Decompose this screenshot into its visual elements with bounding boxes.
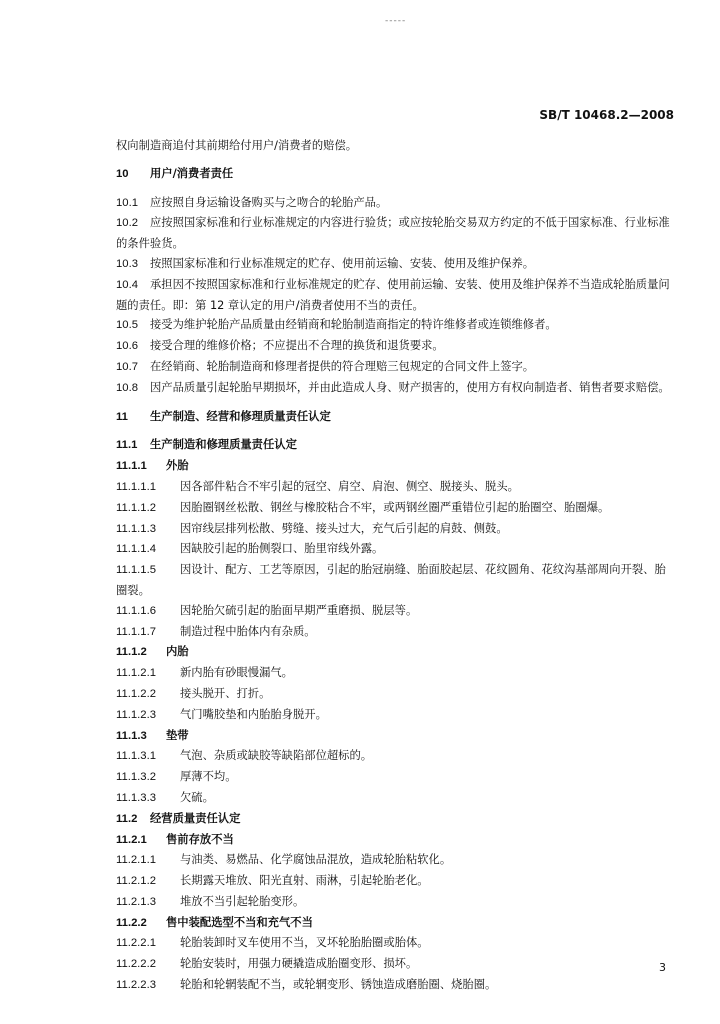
- clause-11-1-1-5: 11.1.1.5 因设计、配方、工艺等原因，引起的胎冠崩缝、胎面胶起层、花纹圆角、花纹沟基部周向开裂、胎圈裂。: [116, 563, 666, 597]
- clause-11-2-1-2: 11.2.1.2 长期露天堆放、阳光直射、雨淋，引起轮胎老化。: [116, 874, 429, 888]
- clause-11-1-1: 11.1.1 外胎: [116, 459, 189, 473]
- clause-10-4: 10.4 承担因不按照国家标准和行业标准规定的贮存、使用前运输、安装、使用及维护保养不当造成轮胎质量问题的责任。即：第 12 章认定的用户/消费者使用不当的责任。: [116, 277, 670, 312]
- page-number: 3: [659, 961, 666, 974]
- clause-11-1-3-1: 11.1.3.1 气泡、杂质或缺胶等缺陷部位超标的。: [116, 749, 373, 763]
- clause-10-3: 10.3 按照国家标准和行业标准规定的贮存、使用前运输、安装、使用及维护保养。: [116, 256, 535, 270]
- clause-10-8: 10.8 因产品质量引起轮胎早期损坏，并由此造成人身、财产损害的，使用方有权向制造者、销售者要求赔偿。: [116, 380, 670, 394]
- clause-10-1: 10.1 应按照自身运输设备购买与之吻合的轮胎产品。: [116, 195, 388, 209]
- clause-11-1-3-3: 11.1.3.3 欠硫。: [116, 790, 214, 804]
- clause-11-2-1-1: 11.2.1.1 与油类、易燃品、化学腐蚀品混放，造成轮胎粘软化。: [116, 853, 452, 867]
- clause-10-5: 10.5 接受为维护轮胎产品质量由经销商和轮胎制造商指定的特许维修者或连锁维修者。: [116, 318, 557, 332]
- clause-11-2: 11.2 经营质量责任认定: [116, 811, 241, 825]
- clause-11-2-1: 11.2.1 售前存放不当: [116, 832, 234, 846]
- clause-11-1-2: 11.1.2 内胎: [116, 645, 189, 659]
- clause-10-6: 10.6 接受合理的维修价格；不应提出不合理的换货和退货要求。: [116, 339, 444, 353]
- clause-11-1-3: 11.1.3 垫带: [116, 728, 189, 742]
- clause-11-1-1-7: 11.1.1.7 制造过程中胎体内有杂质。: [116, 624, 316, 638]
- clause-11-1-2-2: 11.1.2.2 接头脱开、打折。: [116, 686, 271, 700]
- paragraph-continuation: 权向制造商追付其前期给付用户/消费者的赔偿。: [116, 139, 358, 152]
- clause-10-2: 10.2 应按照国家标准和行业标准规定的内容进行验货；或应按轮胎交易双方约定的不低于国家标准、行业标准的条件验货。: [116, 216, 670, 251]
- clause-11-1-1-4: 11.1.1.4 因缺胶引起的胎侧裂口、胎里帘线外露。: [116, 542, 384, 556]
- clause-11-2-1-3: 11.2.1.3 堆放不当引起轮胎变形。: [116, 894, 305, 908]
- clause-11-2-2-2: 11.2.2.2 轮胎安装时，用强力硬撬造成胎圈变形、损坏。: [116, 957, 418, 971]
- clause-11-2-2: 11.2.2 售中装配选型不当和充气不当: [116, 915, 313, 929]
- clause-10-7: 10.7 在经销商、轮胎制造商和修理者提供的符合理赔三包规定的合同文件上签字。: [116, 359, 535, 373]
- clause-11-1: 11.1 生产制造和修理质量责任认定: [116, 438, 297, 452]
- top-scan-mark: -----: [385, 16, 407, 26]
- standard-number: SB/T 10468.2—2008: [539, 108, 674, 122]
- clause-11-2-2-1: 11.2.2.1 轮胎装卸时叉车使用不当，叉坏轮胎胎圈或胎体。: [116, 936, 429, 950]
- section-heading-11: 11 生产制造、经营和修理质量责任认定: [116, 409, 331, 423]
- clause-11-1-3-2: 11.1.3.2 厚薄不均。: [116, 770, 237, 784]
- clause-11-1-2-3: 11.1.2.3 气门嘴胶垫和内胎胎身脱开。: [116, 707, 327, 721]
- clause-11-1-1-2: 11.1.1.2 因胎圈钢丝松散、钢丝与橡胶粘合不牢，或两钢丝圈严重错位引起的胎圈空、胎圈爆。: [116, 500, 610, 514]
- clause-11-1-1-1: 11.1.1.1 因各部件粘合不牢引起的冠空、肩空、肩泡、侧空、脱接头、脱头。: [116, 479, 519, 493]
- clause-11-1-1-3: 11.1.1.3 因帘线层排列松散、劈缝、接头过大，充气后引起的肩鼓、侧鼓。: [116, 521, 508, 535]
- clause-11-2-2-3: 11.2.2.3 轮胎和轮辋装配不当，或轮辋变形、锈蚀造成磨胎圈、烧胎圈。: [116, 978, 497, 992]
- section-heading-10: 10 用户/消费者责任: [116, 166, 234, 180]
- clause-11-1-1-6: 11.1.1.6 因轮胎欠硫引起的胎面早期严重磨损、脱层等。: [116, 603, 418, 617]
- document-body: [116, 136, 676, 996]
- clause-11-1-2-1: 11.1.2.1 新内胎有砂眼慢漏气。: [116, 666, 293, 680]
